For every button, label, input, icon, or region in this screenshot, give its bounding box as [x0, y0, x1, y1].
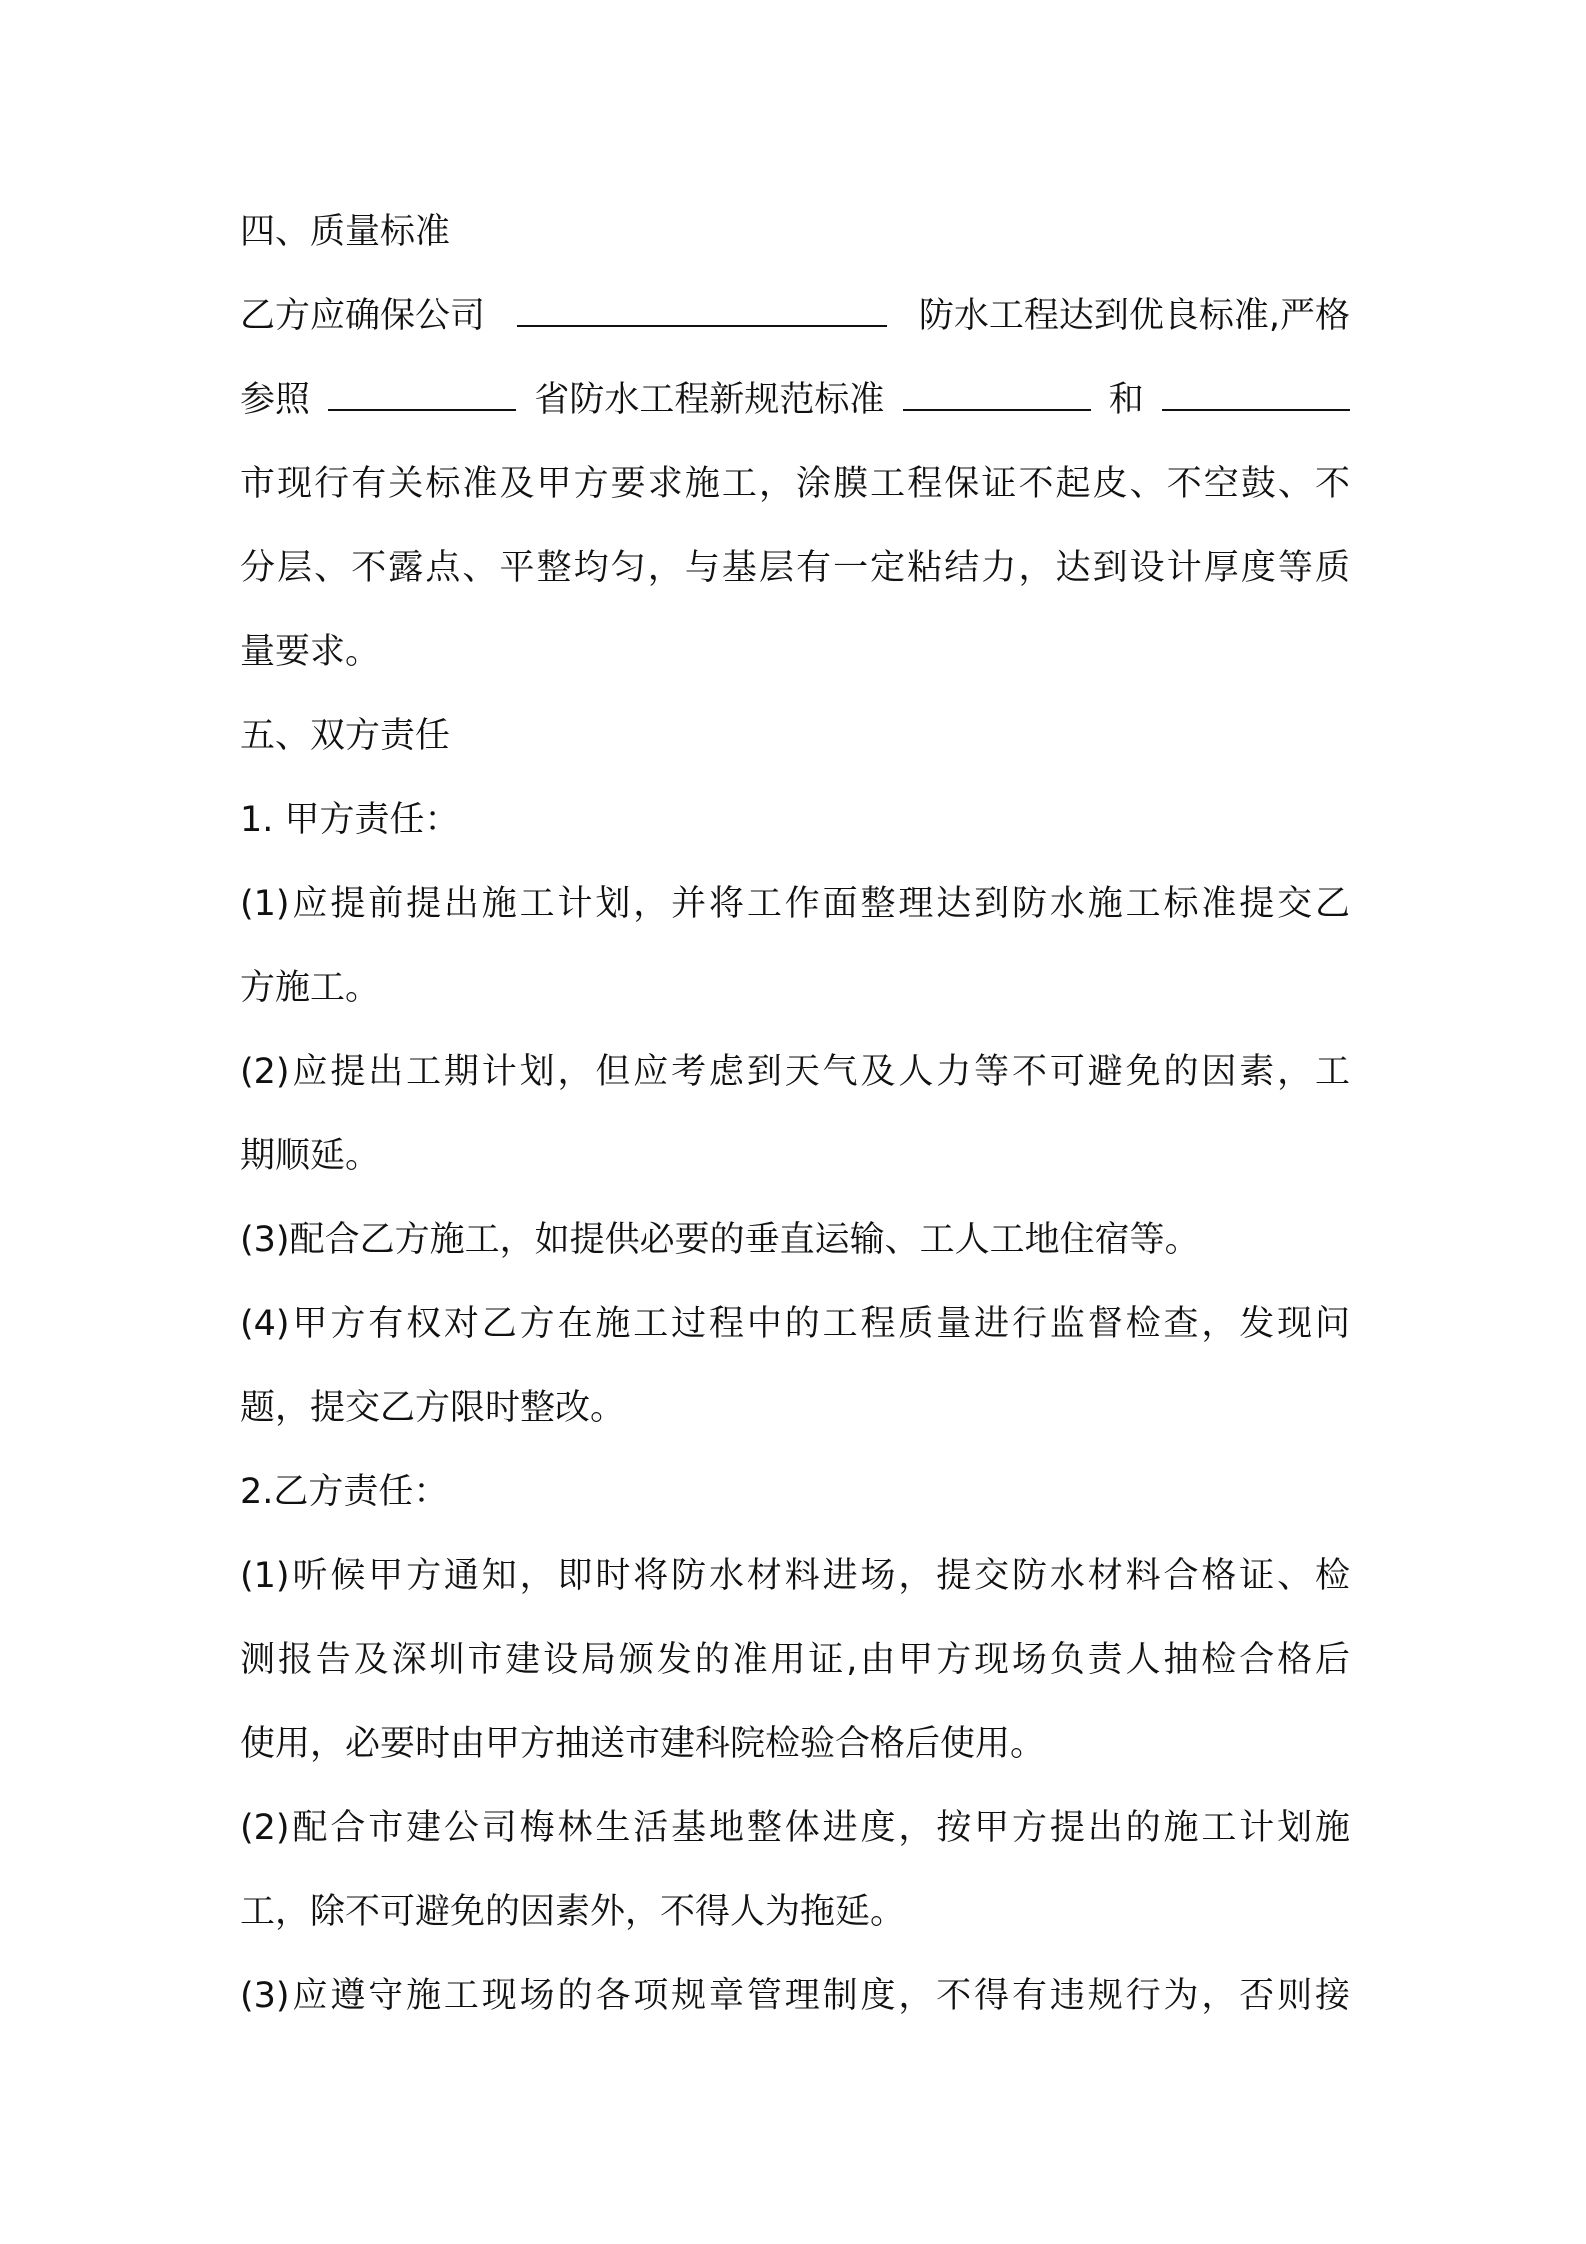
party-a-item-1-line-2: 方施工。: [240, 968, 381, 1008]
party-b-item-1-line-1: (1)听候甲方通知，即时将防水材料进场，提交防水材料合格证、检: [240, 1556, 1350, 1596]
section-4-paragraph-line-3: 市现行有关标准及甲方要求施工，涂膜工程保证不起皮、不空鼓、不: [240, 464, 1350, 504]
document-page: [240, 190, 1350, 2038]
section-5-heading: 五、双方责任: [240, 716, 451, 756]
party-b-item-1-line-3: 使用，必要时由甲方抽送市建科院检验合格后使用。: [240, 1724, 1046, 1764]
text-segment: 防水工程达到优良标准,严格: [918, 296, 1350, 336]
text-segment: 和: [1108, 380, 1144, 420]
fill-in-blank-company: [517, 295, 887, 327]
text-segment: 省防水工程新规范标准: [534, 380, 885, 420]
section-4-heading: 四、质量标准: [240, 212, 451, 252]
party-b-item-2-line-2: 工，除不可避免的因素外，不得人为拖延。: [240, 1892, 906, 1932]
party-b-item-3-line-1: (3)应遵守施工现场的各项规章管理制度，不得有违规行为，否则接: [240, 1976, 1350, 2016]
text-segment: 参照: [240, 380, 311, 420]
party-a-item-2-line-1: (2)应提出工期计划，但应考虑到天气及人力等不可避免的因素，工: [240, 1052, 1350, 1092]
section-4-paragraph-line-5: 量要求。: [240, 632, 381, 672]
party-a-item-1-line-1: (1)应提前提出施工计划，并将工作面整理达到防水施工标准提交乙: [240, 884, 1350, 924]
text-segment: 乙方应确保公司: [240, 296, 486, 336]
section-4-paragraph-line-4: 分层、不露点、平整均匀，与基层有一定粘结力，达到设计厚度等质: [240, 548, 1350, 588]
party-a-item-4-line-2: 题，提交乙方限时整改。: [240, 1388, 626, 1428]
fill-in-blank-city: [1162, 379, 1350, 411]
section-4-paragraph-line-2: [240, 358, 1350, 442]
section-4-paragraph-line-1: [240, 274, 1350, 358]
party-b-item-2-line-1: (2)配合市建公司梅林生活基地整体进度，按甲方提出的施工计划施: [240, 1808, 1350, 1848]
party-a-item-4-line-1: (4)甲方有权对乙方在施工过程中的工程质量进行监督检查，发现问: [240, 1304, 1350, 1344]
party-b-item-1-line-2: 测报告及深圳市建设局颁发的准用证,由甲方现场负责人抽检合格后: [240, 1640, 1350, 1680]
party-a-heading: 1. 甲方责任：: [240, 800, 460, 840]
party-a-item-2-line-2: 期顺延。: [240, 1136, 381, 1176]
fill-in-blank-standard: [903, 379, 1091, 411]
fill-in-blank-province: [328, 379, 516, 411]
party-b-heading: 2.乙方责任：: [240, 1472, 449, 1512]
party-a-item-3-line-1: (3)配合乙方施工，如提供必要的垂直运输、工人工地住宿等。: [240, 1220, 1200, 1260]
